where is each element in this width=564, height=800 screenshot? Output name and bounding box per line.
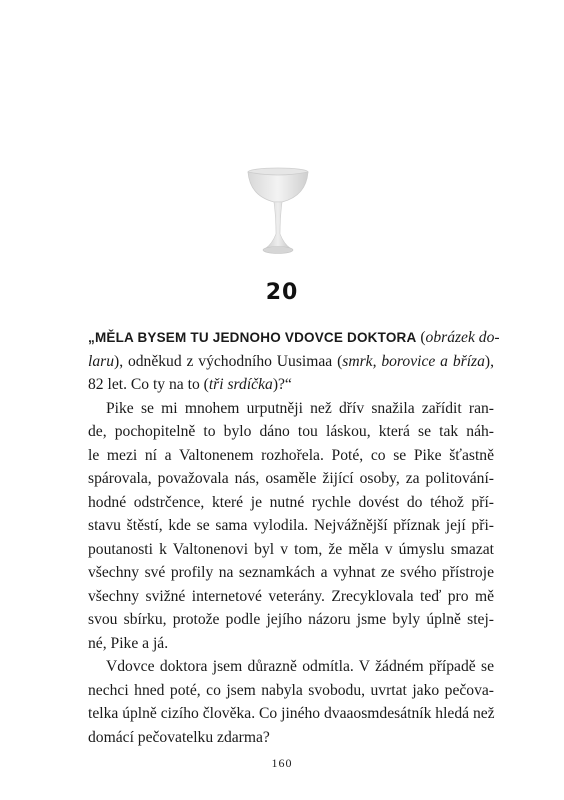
emoji-description: obrázek do-: [425, 329, 500, 346]
text-line: [88, 350, 494, 374]
text-line: poutanosti k Valtonenovi byl v tom, že měla v úmyslu smazat: [88, 540, 494, 558]
text-line: Pike se mi mnohem urputněji než dřív snažila zařídit ran-: [106, 399, 494, 417]
text-line: Vdovce doktora jsem důrazně odmítla. V žádném případě se: [106, 658, 494, 675]
text-fragment: (: [416, 329, 426, 346]
emoji-description: tři srdíčka: [208, 376, 273, 393]
champagne-coupe-icon: [246, 162, 310, 258]
text-fragment: 82 let. Co ty na to (: [88, 376, 209, 393]
text-line: telka úplně cizího člověka. Co jiného dvaaosmdesátník hledá než: [88, 705, 495, 722]
text-line: de, pochopitelně to bylo dáno tou láskou, která se tak náh-: [88, 423, 494, 440]
text-line: le mezi ní a Valtonenem rozhořela. Poté, co se Pike šťastně: [88, 446, 494, 464]
text-line: [88, 373, 494, 397]
text-fragment: ),: [484, 352, 494, 370]
message-opening: „MĚLA BYSEM TU JEDNOHO VDOVCE DOKTORA: [88, 330, 417, 345]
text-line: svou sbírku, protože podle jejího názoru jsme byly úplně stej-: [88, 611, 494, 628]
text-fragment: ), odněkud z východního Uusimaa (: [114, 352, 343, 370]
body-text: [88, 326, 500, 749]
text-line: [88, 326, 500, 350]
text-line: nechci hned poté, co jsem nabyla svobodu, uvrtat jako pečova-: [88, 681, 494, 699]
text-line: domácí pečovatelku zdarma?: [88, 728, 270, 746]
emoji-description: smrk, borovice a bříza: [342, 352, 485, 370]
text-line: hodné odstrčence, které je nutné rychle dovést do téhož pří-: [88, 493, 494, 511]
chapter-number: 20: [265, 280, 299, 305]
text-line: stavu štěstí, kde se sama vylodila. Nejvážnější příznak její při-: [88, 517, 494, 534]
text-line: né, Pike a já.: [88, 634, 169, 652]
page-number: 160: [271, 756, 293, 770]
text-line: všechny své profily na seznamkách a vyhnat ze svého přístroje: [88, 564, 494, 581]
text-fragment: )?“: [272, 376, 292, 393]
text-line: spárovala, považovala nás, osaměle žijící osoby, za politování-: [88, 470, 494, 487]
text-line: všechny svižné internetové veterány. Zrecyklovala teď pro mě: [88, 587, 494, 605]
emoji-description: laru: [88, 352, 114, 370]
